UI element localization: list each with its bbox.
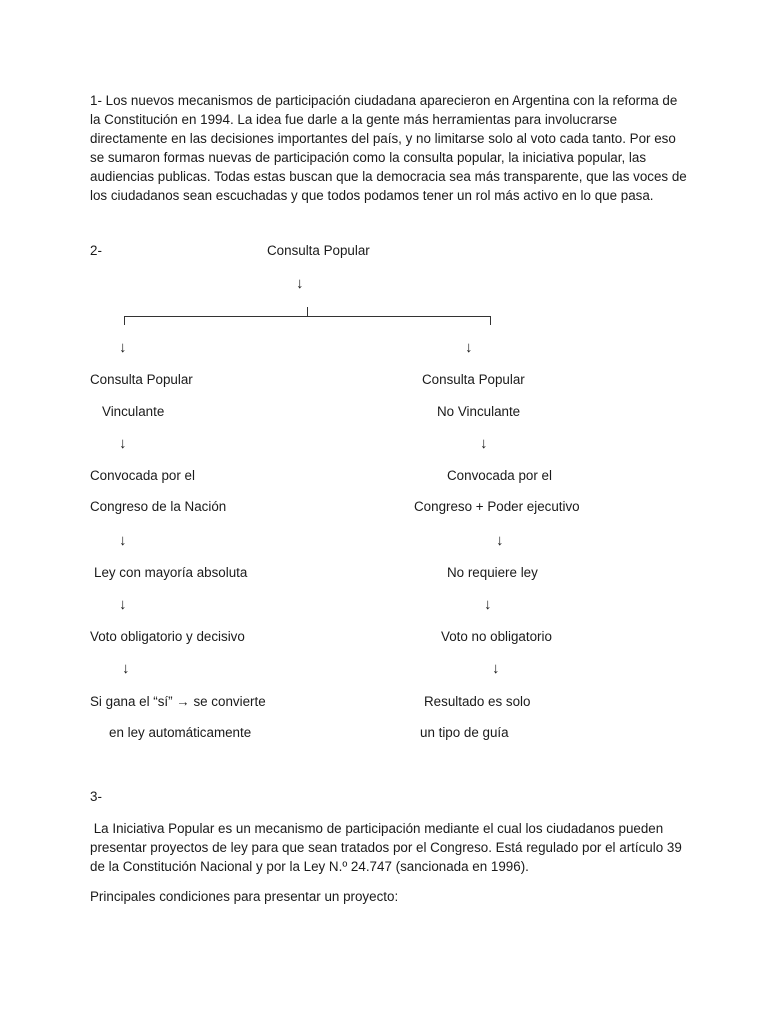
right-branch-title: Consulta Popular [422, 372, 525, 387]
right-step1-line2: Congreso + Poder ejecutivo [414, 499, 580, 514]
right-step1-line1: Convocada por el [447, 468, 552, 483]
left-step4-line2: en ley automáticamente [109, 725, 252, 740]
section-2-number: 2- [90, 243, 102, 258]
right-step4-line2: un tipo de guía [420, 725, 509, 740]
connector-left-leg [124, 316, 125, 325]
down-arrow-icon: ↓ [119, 532, 127, 549]
diagram-root-label: Consulta Popular [267, 243, 370, 258]
left-step4-line1: Si gana el “sí” → se convierte [90, 694, 266, 709]
bullet-text: Principales condiciones para presentar un proyecto: [90, 889, 399, 904]
connector-line [124, 316, 490, 317]
down-arrow-icon: ↓ [492, 660, 500, 677]
right-step4-line1: Resultado es solo [424, 694, 531, 709]
left-step3: Voto obligatorio y decisivo [90, 629, 245, 644]
down-arrow-icon: ↓ [465, 339, 473, 356]
left-branch-title: Consulta Popular [90, 372, 193, 387]
left-step1-line2: Congreso de la Nación [90, 499, 227, 514]
left-branch-subtitle: Vinculante [102, 404, 165, 419]
down-arrow-icon: ↓ [484, 596, 492, 613]
left-step1-line1: Convocada por el [90, 468, 195, 483]
right-step2: No requiere ley [447, 565, 538, 580]
down-arrow-icon: ↓ [119, 339, 127, 356]
iniciativa-paragraph: La Iniciativa Popular es un mecanismo de participación mediante el cual los ciudadanos pueden presentar proyectos de ley para que sean tratados por el Congreso. Está regulado por el artículo 39 de la Constitución Nacional y por la Ley N.º 24.747 (sancionada en 1996). [90, 821, 686, 874]
connector-center-tick [307, 307, 308, 316]
connector-right-leg [490, 316, 491, 325]
section-3-number: 3- [90, 789, 102, 804]
down-arrow-icon: ↓ [296, 275, 304, 292]
down-arrow-icon: ↓ [119, 435, 127, 452]
down-arrow-icon: ↓ [122, 660, 130, 677]
right-step3: Voto no obligatorio [441, 629, 552, 644]
left-step2: Ley con mayoría absoluta [94, 565, 248, 580]
down-arrow-icon: ↓ [480, 435, 488, 452]
intro-paragraph: 1- Los nuevos mecanismos de participación ciudadana aparecieron en Argentina con la reforma de la Constitución en 1994. La idea fue darle a la gente más herramientas para involucrarse directamente en las decisiones importantes del país, y no limitarse solo al voto cada tanto. Por eso se sumaron formas nuevas de participación como la consulta popular, la iniciativa popular, las audiencias publicas. Todas estas buscan que la democracia sea más transparente, que las voces de los ciudadanos sean escuchadas y que todos podamos tener un rol más activo en lo que pasa. [90, 93, 687, 203]
bullet-line [90, 890, 398, 903]
right-branch-subtitle: No Vinculante [437, 404, 521, 419]
down-arrow-icon: ↓ [496, 532, 504, 549]
down-arrow-icon: ↓ [119, 596, 127, 613]
